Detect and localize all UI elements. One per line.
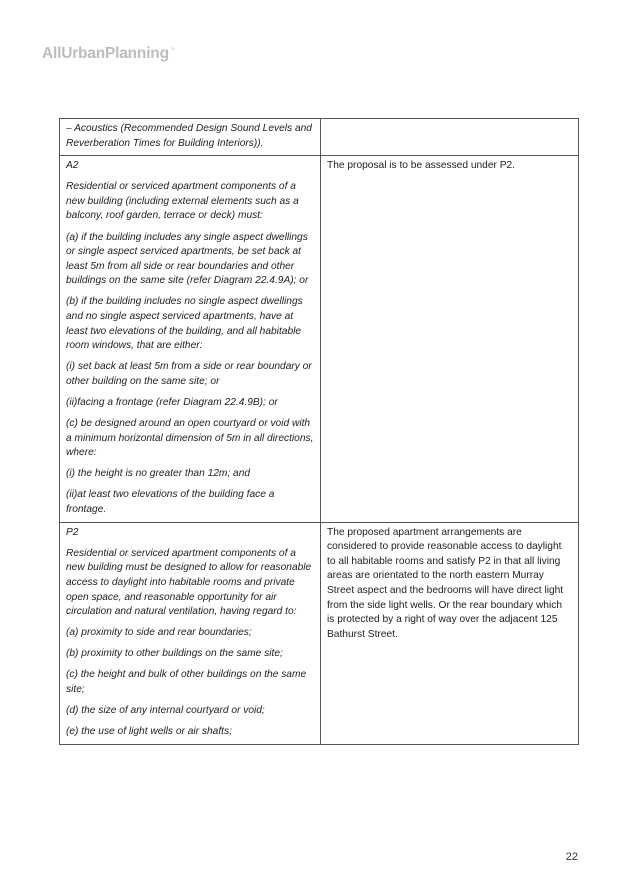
cell-paragraph: (a) proximity to side and rear boundaries; [66,627,252,639]
table-cell-response [321,156,579,522]
table-row [60,119,579,156]
cell-paragraph: (e) the use of light wells or air shafts; [66,726,232,738]
table-cell-criteria [60,156,321,522]
cell-paragraph: (d) the size of any internal courtyard or void; [66,705,265,717]
cell-paragraph: (i) the height is no greater than 12m; and [66,468,251,480]
logo-text: AllUrbanPlanning [42,45,169,62]
assessment-table [59,118,579,745]
cell-paragraph: – Acoustics (Recommended Design Sound Levels and Reverberation Times for Building Interiors)). [66,123,312,149]
table-row [60,156,579,522]
cell-paragraph: Residential or serviced apartment components of a new building must be designed to allow for reasonable access to daylight into habitable rooms and private open space, and reasonable opportunity for air circulation and natural ventilation, having regard to: [66,547,312,618]
cell-heading: P2 [66,526,79,538]
cell-paragraph: (b) proximity to other buildings on the same site; [66,648,283,660]
table-cell-criteria [60,119,321,156]
cell-heading: A2 [66,160,79,172]
cell-paragraph: (b) if the building includes no single aspect dwellings and no single aspect serviced apartments, have at least two elevations of the building, and all habitable room windows, that are either: [66,296,303,352]
page-number: 22 [565,851,578,863]
table-row [60,522,579,744]
table-cell-response [321,119,579,156]
brand-logo [42,45,175,63]
cell-paragraph: (a) if the building includes any single aspect dwellings or single aspect serviced apartments, be set back at least 5m from all side or rear boundaries and other buildings on the same site (refer Diagram 22.4.9A); or [66,231,309,287]
cell-paragraph: (c) the height and bulk of other buildings on the same site; [66,669,307,695]
cell-paragraph: The proposal is to be assessed under P2. [327,160,516,172]
cell-paragraph: (ii)facing a frontage (refer Diagram 22.4.9B); or [66,397,278,408]
cell-paragraph: (c) be designed around an open courtyard or void with a minimum horizontal dimension of 5m in all directions, where: [66,418,314,459]
cell-paragraph: Residential or serviced apartment components of a new building (including external elements such as a balcony, roof garden, terrace or deck) must: [66,181,299,222]
cell-paragraph: (i) set back at least 5m from a side or rear boundary or other building on the same site; or [66,361,312,387]
table-cell-response [321,522,579,744]
table-cell-criteria [60,522,321,744]
cell-paragraph: The proposed apartment arrangements are considered to provide reasonable access to daylight to all habitable rooms and satisfy P2 in that all living areas are orientated to the north eastern Murray Street aspect and the bedrooms will have direct light from the side light wells. Or the rear boundary which is protected by a right of way over the adjacent 125 Bathurst Street. [327,526,564,640]
cell-paragraph: (ii)at least two elevations of the building face a frontage. [66,489,275,516]
logo-trademark: ™ [169,47,175,53]
